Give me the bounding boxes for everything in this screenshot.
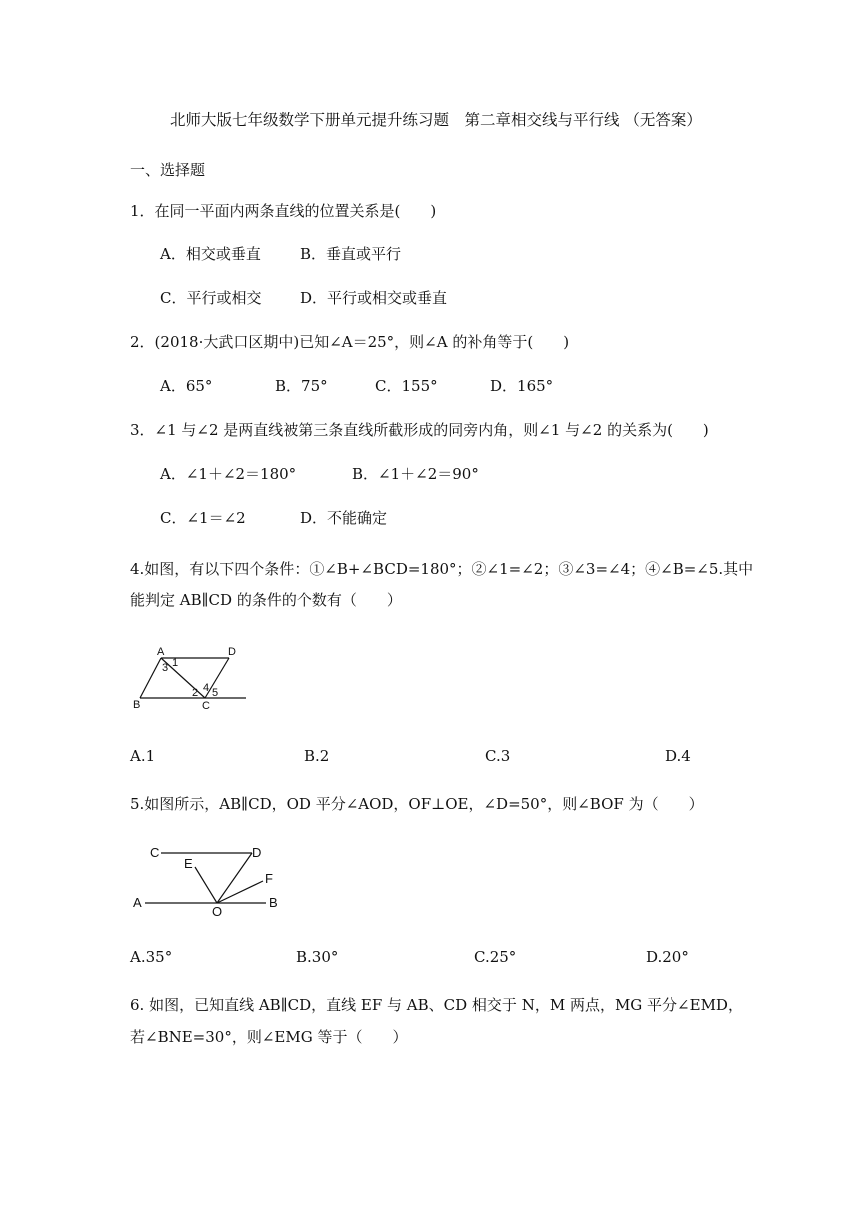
question-6-stem-line-2: 若∠BNE=30°，则∠EMG 等于（ ） [130,1028,408,1046]
segment-ab [140,658,161,698]
ray-od [217,853,252,903]
question-4-stem-line-1: 4.如图，有以下四个条件：①∠B+∠BCD=180°；②∠1=∠2；③∠3=∠4；④∠B=∠5.其中 [130,560,754,578]
question-1-option-d: D．平行或相交或垂直 [300,289,448,307]
question-4-figure [128,642,258,714]
label-a: A [157,646,165,658]
label-e: E [184,856,193,871]
question-2-option-a: A．65° [160,377,213,395]
question-1-option-c: C．平行或相交 [160,289,262,307]
question-5-figure [128,838,288,918]
question-2-stem: 2．(2018·大武口区期中)已知∠A＝25°，则∠A 的补角等于( ) [130,333,570,351]
label-1: 1 [172,657,179,669]
question-3-option-a: A．∠1＋∠2＝180° [160,465,297,483]
question-5-option-a: A.35° [130,948,173,966]
question-2-option-c: C．155° [375,377,438,395]
question-5-option-d: D.20° [646,948,689,966]
question-3-stem: 3．∠1 与∠2 是两直线被第三条直线所截形成的同旁内角，则∠1 与∠2 的关系为( ) [130,421,709,439]
question-5-stem: 5.如图所示，AB∥CD，OD 平分∠AOD，OF⊥OE，∠D=50°，则∠BOF 为（ ） [130,795,704,813]
label-3: 3 [162,662,169,674]
label-o: O [212,904,223,919]
question-3-option-d: D．不能确定 [300,509,388,527]
question-4-option-c: C.3 [485,747,511,765]
question-4-option-b: B.2 [304,747,330,765]
label-c: C [150,845,160,860]
label-5: 5 [212,687,219,699]
question-5-option-b: B.30° [296,948,339,966]
label-d: D [228,646,236,658]
question-3-option-c: C．∠1＝∠2 [160,509,246,527]
ray-oe [195,867,217,903]
question-2-option-d: D．165° [490,377,554,395]
question-4-option-a: A.1 [130,747,156,765]
label-a: A [133,895,142,910]
label-b: B [269,895,278,910]
page-title: 北师大版七年级数学下册单元提升练习题 第二章相交线与平行线 （无答案） [170,111,702,129]
question-3-option-b: B．∠1＋∠2＝90° [352,465,479,483]
question-1-stem: 1．在同一平面内两条直线的位置关系是( ) [130,202,437,220]
question-4-option-d: D.4 [665,747,691,765]
question-4-stem-line-2: 能判定 AB∥CD 的条件的个数有（ ） [130,591,402,609]
label-2: 2 [192,687,199,699]
question-1-option-a: A．相交或垂直 [160,245,261,263]
label-b: B [133,699,141,711]
question-6-stem-line-1: 6. 如图，已知直线 AB∥CD，直线 EF 与 AB、CD 相交于 N，M 两点，MG 平分∠EMD， [130,996,743,1014]
label-c: C [202,700,210,712]
label-4: 4 [203,682,210,694]
question-2-option-b: B．75° [275,377,328,395]
label-d: D [252,845,262,860]
question-1-option-b: B．垂直或平行 [300,245,402,263]
section-heading: 一、选择题 [130,161,206,179]
label-f: F [265,871,273,886]
question-5-option-c: C.25° [474,948,517,966]
ray-of [217,881,263,903]
